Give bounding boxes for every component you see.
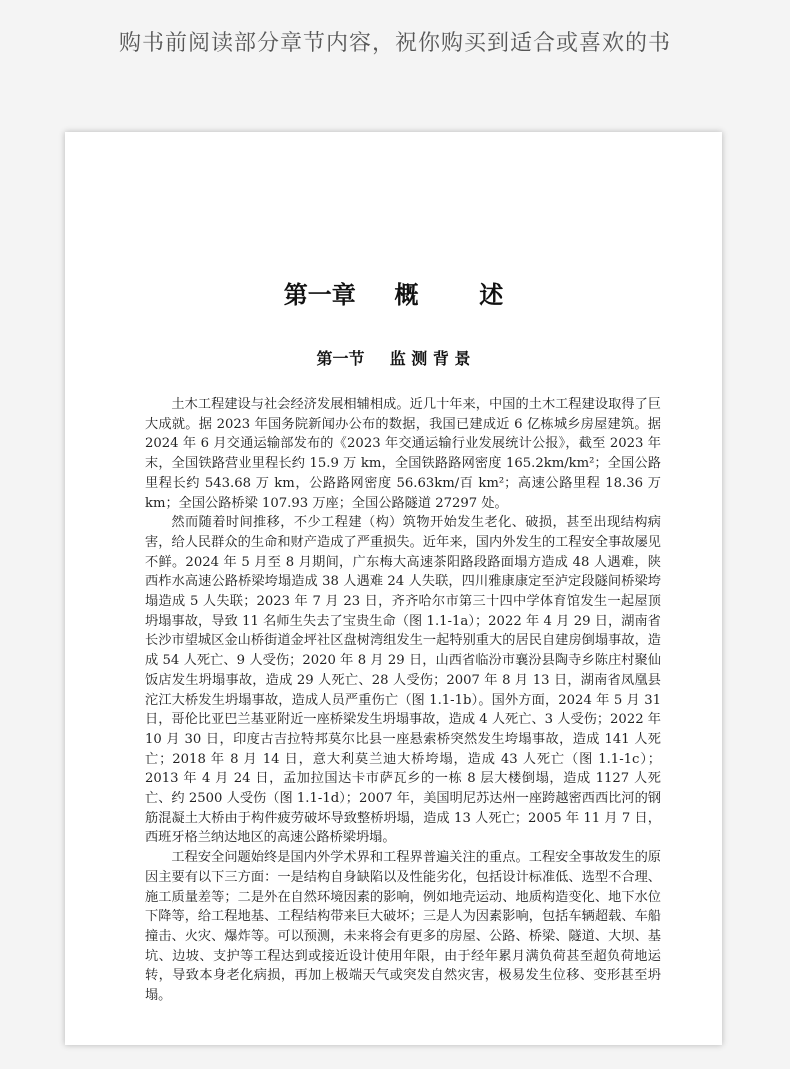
paragraph: 土木工程建设与社会经济发展相辅相成。近几十年来，中国的土木工程建设取得了巨大成就。据 2023 年国务院新闻办公布的数据，我国已建成近 6 亿栋城乡房屋建筑。据 2024 年 6 月交通运输部发布的《2023 年交通运输行业发展统计公报》，截至 2023 年末，全国铁路营业里程长约 15.9 万 km，全国铁路路网密度 165.2km/km²；全国公路里程长约 543.68 万 km，公路路网密度 56.63km/百 km²；高速公路里程 18.36 万 km；全国公路桥梁 107.93 万座；全国公路隧道 27297 处。	[145, 397, 661, 511]
section-label: 第一节	[316, 349, 365, 368]
section-title	[65, 348, 722, 370]
chapter-label: 第一章	[283, 281, 356, 309]
section-name: 监 测 背 景	[389, 349, 471, 368]
paragraph: 然而随着时间推移，不少工程建（构）筑物开始发生老化、破损，甚至出现结构病害，给人民群众的生命和财产造成了严重损失。近年来，国内外发生的工程安全事故屡见不鲜。2024 年 5 月至 8 月期间，广东梅大高速茶阳路段路面塌方造成 48 人遇难，陕西柞水高速公路桥梁垮塌造成 38 人遇难 24 人失联，四川雅康康定至泸定段隧间桥梁垮塌造成 5 人失联；2023 年 7 月 23 日，齐齐哈尔市第三十四中学体育馆发生一起屋顶坍塌事故，导致 11 名师生失去了宝贵生命（图 1.1-1a）；2022 年 4 月 29 日，湖南省长沙市望城区金山桥街道金坪社区盘树湾组发生一起特别重大的居民自建房倒塌事故，造成 54 人死亡、9 人受伤；2020 年 8 月 29 日，山西省临汾市襄汾县陶寺乡陈庄村聚仙饭店发生坍塌事故，造成 29 人死亡、28 人受伤；2007 年 8 月 13 日，湖南省凤凰县沱江大桥发生坍塌事故，造成人员严重伤亡（图 1.1-1b）。国外方面，2024 年 5 月 31 日，哥伦比亚巴兰基亚附近一座桥梁发生坍塌事故，造成 4 人死亡、3 人受伤；2022 年 10 月 30 日，印度古吉拉特邦莫尔比县一座悬索桥突然发生垮塌事故，造成 141 人死亡；2018 年 8 月 14 日，意大利莫兰迪大桥垮塌，造成 43 人死亡（图 1.1-1c）；2013 年 4 月 24 日，孟加拉国达卡市萨瓦乡的一栋 8 层大楼倒塌，造成 1127 人死亡、约 2500 人受伤（图 1.1-1d）；2007 年，美国明尼苏达州一座跨越密西西比河的钢筋混凝土大桥由于构件疲劳破坏导致整桥坍塌，造成 13 人死亡；2005 年 11 月 7 日，西班牙格兰纳达地区的高速公路桥梁坍塌。	[145, 515, 661, 846]
chapter-title-char-2: 述	[479, 281, 504, 309]
chapter-title	[65, 280, 722, 310]
paragraph: 工程安全问题始终是国内外学术界和工程界普遍关注的重点。工程安全事故发生的原因主要有以下三方面：一是结构自身缺陷以及性能劣化，包括设计标准低、选型不合理、施工质量差等；二是外在自然环境因素的影响，例如地壳运动、地质构造变化、地下水位下降等，给工程地基、工程结构带来巨大破坏；三是人为因素影响，包括车辆超载、车船撞击、火灾、爆炸等。可以预测，未来将会有更多的房屋、公路、桥梁、隧道、大坝、基坑、边坡、支护等工程达到或接近设计使用年限，由于经年累月满负荷甚至超负荷地运转，导致本身老化病损，再加上极端天气或突发自然灾害，极易发生位移、变形甚至坍塌。	[145, 850, 661, 1004]
promo-banner: 购书前阅读部分章节内容，祝你购买到适合或喜欢的书	[118, 31, 671, 56]
chapter-title-char-1: 概	[394, 281, 419, 309]
body-text	[145, 395, 661, 1006]
